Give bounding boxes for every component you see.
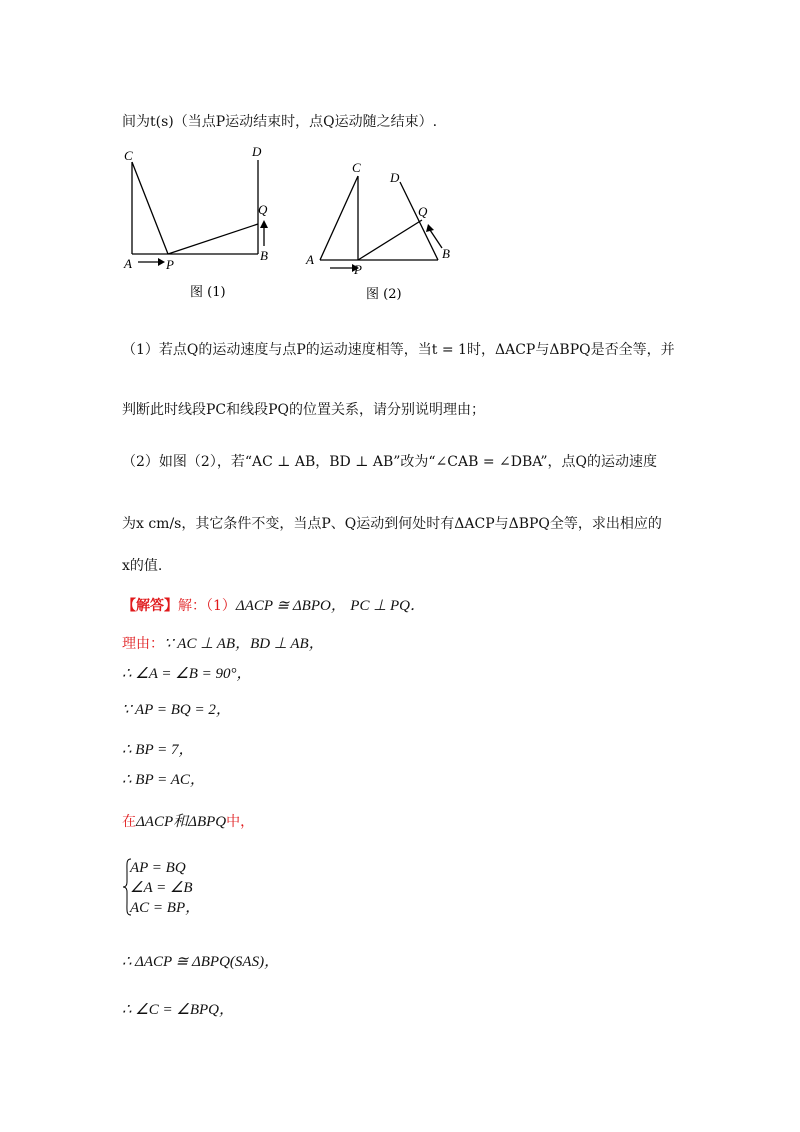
fig1-label-q: Q: [258, 202, 268, 217]
fig1-label-a: A: [124, 256, 132, 271]
answer-tag: 【解答】: [122, 598, 178, 614]
fig2-label-c: C: [352, 160, 361, 175]
system-eq-1: AP = BQ: [130, 860, 186, 876]
reason-line: [122, 634, 324, 654]
problem-line-2: 判断此时线段PC和线段PQ的位置关系，请分别说明理由；: [122, 402, 486, 418]
fig1-label-d: D: [252, 144, 262, 159]
problem-line-1: （1）若点Q的运动速度与点P的运动速度相等，当t = 1时，ΔACP与ΔBPQ是否全等，并: [122, 342, 675, 358]
figure-1: [118, 142, 288, 302]
figure-2-diagram: [300, 152, 470, 312]
fig1-label-p: P: [166, 257, 174, 272]
system-eq-3: AC = BP，: [130, 900, 201, 916]
fig2-label-d: D: [390, 170, 400, 185]
answer-congruent: ΔACP ≅ ΔBPO，: [235, 598, 346, 614]
step-2: ∵ AP = BQ = 2，: [122, 702, 231, 718]
fig1-label-c: C: [124, 148, 133, 163]
fig1-caption: 图 (1): [190, 285, 226, 300]
step-5: [122, 812, 254, 832]
answer-header: [122, 596, 425, 616]
fig2-label-a: A: [306, 252, 314, 267]
reason-label: 理由：: [122, 636, 164, 652]
answer-jie: 解：（1）: [178, 598, 236, 614]
step-7: ∴ ∠C = ∠BPQ，: [122, 1002, 234, 1018]
step-3: ∴ BP = 7，: [122, 742, 194, 758]
fig2-label-b: B: [442, 246, 450, 261]
step-1: ∴ ∠A = ∠B = 90°，: [122, 666, 252, 682]
step-5-post: 中，: [226, 814, 255, 830]
problem-line-0: 间为t(s)（当点P运动结束时，点Q运动随之结束）.: [122, 114, 438, 130]
step-5-triangles: ΔACP和ΔBPQ: [136, 814, 227, 830]
fig2-label-q: Q: [418, 204, 428, 219]
problem-line-3: （2）如图（2），若“AC ⊥ AB，BD ⊥ AB”改为“∠CAB = ∠DBA”，点Q的运动速度: [122, 454, 657, 470]
problem-line-4: 为x cm/s，其它条件不变，当点P、Q运动到何处时有ΔACP与ΔBPQ全等，求出相应的: [122, 516, 662, 532]
figure-2: [300, 152, 470, 312]
fig2-label-p: P: [354, 262, 362, 277]
answer-perpendicular: PC ⊥ PQ．: [350, 598, 426, 614]
step-5-pre: 在: [122, 814, 136, 830]
figure-1-diagram: [118, 142, 288, 302]
step-6: ∴ ΔACP ≅ ΔBPQ(SAS)，: [122, 954, 280, 970]
step-4: ∴ BP = AC，: [122, 772, 205, 788]
system-eq-2: ∠A = ∠B: [130, 880, 193, 896]
fig2-caption: 图 (2): [366, 287, 402, 302]
problem-line-5: x的值.: [122, 558, 163, 574]
reason-text: ∵ AC ⊥ AB，BD ⊥ AB，: [164, 636, 324, 652]
fig1-label-b: B: [260, 248, 268, 263]
